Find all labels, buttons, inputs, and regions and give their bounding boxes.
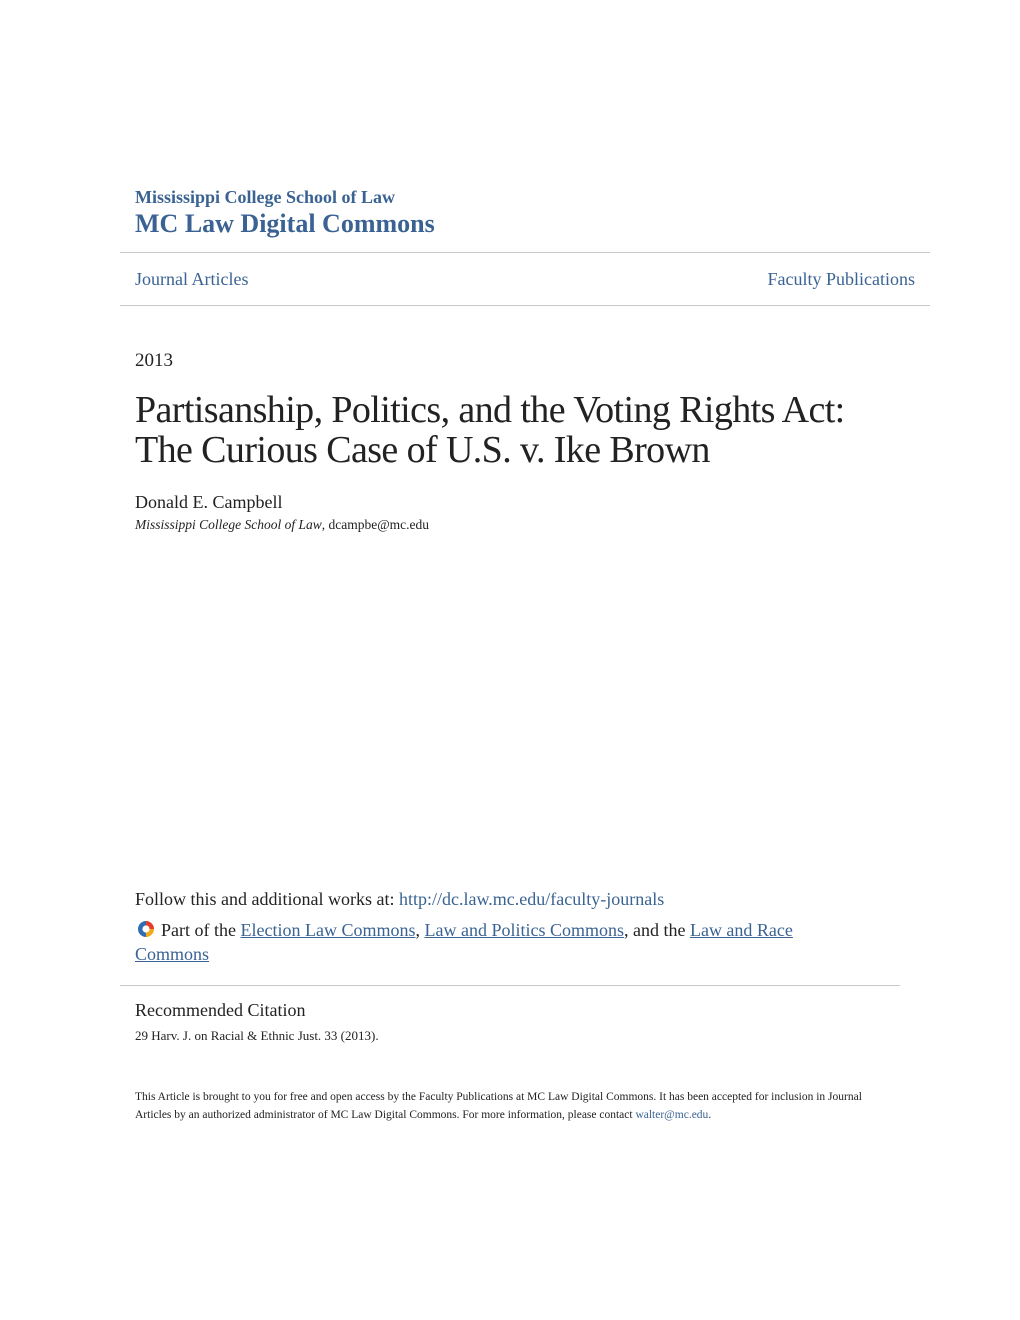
citation-divider <box>120 985 900 986</box>
footer-text: This Article is brought to you for free and open access by the Faculty Publications at MC Law Digital Commons. It has been accepted for inclusion in Journal Articles by an authorized administrator of MC Law Digital Commons. For more information, please contact <box>135 1091 862 1121</box>
faculty-journals-link[interactable]: http://dc.law.mc.edu/faculty-journals <box>398 889 665 909</box>
part-of-separator-2: , and the <box>623 920 690 940</box>
affiliation-separator: , <box>321 517 329 532</box>
author-email: dcampbe@mc.edu <box>328 517 430 532</box>
network-logo-icon <box>135 918 157 940</box>
follow-line <box>135 889 664 910</box>
repository-link[interactable]: MC Law Digital Commons <box>135 209 435 238</box>
footer-end: . <box>708 1109 712 1121</box>
breadcrumb-journal-articles[interactable]: Journal Articles <box>135 269 249 289</box>
recommended-citation-heading: Recommended Citation <box>135 1000 306 1020</box>
law-and-politics-commons-link[interactable]: Law and Politics Commons <box>424 920 624 940</box>
contact-email-link[interactable]: walter@mc.edu <box>635 1109 709 1121</box>
election-law-commons-link[interactable]: Election Law Commons <box>240 920 416 940</box>
part-of-prefix: Part of the <box>161 920 241 940</box>
part-of-line <box>135 918 835 966</box>
part-of-separator-1: , <box>415 920 425 940</box>
breadcrumb-divider <box>120 305 930 306</box>
affiliation-name: Mississippi College School of Law <box>135 517 322 532</box>
article-title <box>135 390 915 470</box>
article-title-line-1: Partisanship, Politics, and the Voting Rights Act: <box>135 389 845 431</box>
author-affiliation <box>135 517 429 533</box>
law-and-race-commons-link[interactable]: Law and Race Commons <box>135 920 793 964</box>
footer-notice <box>135 1088 895 1124</box>
institution-link[interactable]: Mississippi College School of Law <box>135 187 396 207</box>
article-title-line-2: The Curious Case of U.S. v. Ike Brown <box>135 429 710 471</box>
author-name: Donald E. Campbell <box>135 492 283 512</box>
recommended-citation-text: 29 Harv. J. on Racial & Ethnic Just. 33 (2013). <box>135 1028 379 1043</box>
breadcrumb-faculty-publications[interactable]: Faculty Publications <box>767 269 915 289</box>
header-divider <box>120 252 930 253</box>
publication-year: 2013 <box>135 350 173 371</box>
follow-label: Follow this and additional works at: <box>135 889 399 909</box>
